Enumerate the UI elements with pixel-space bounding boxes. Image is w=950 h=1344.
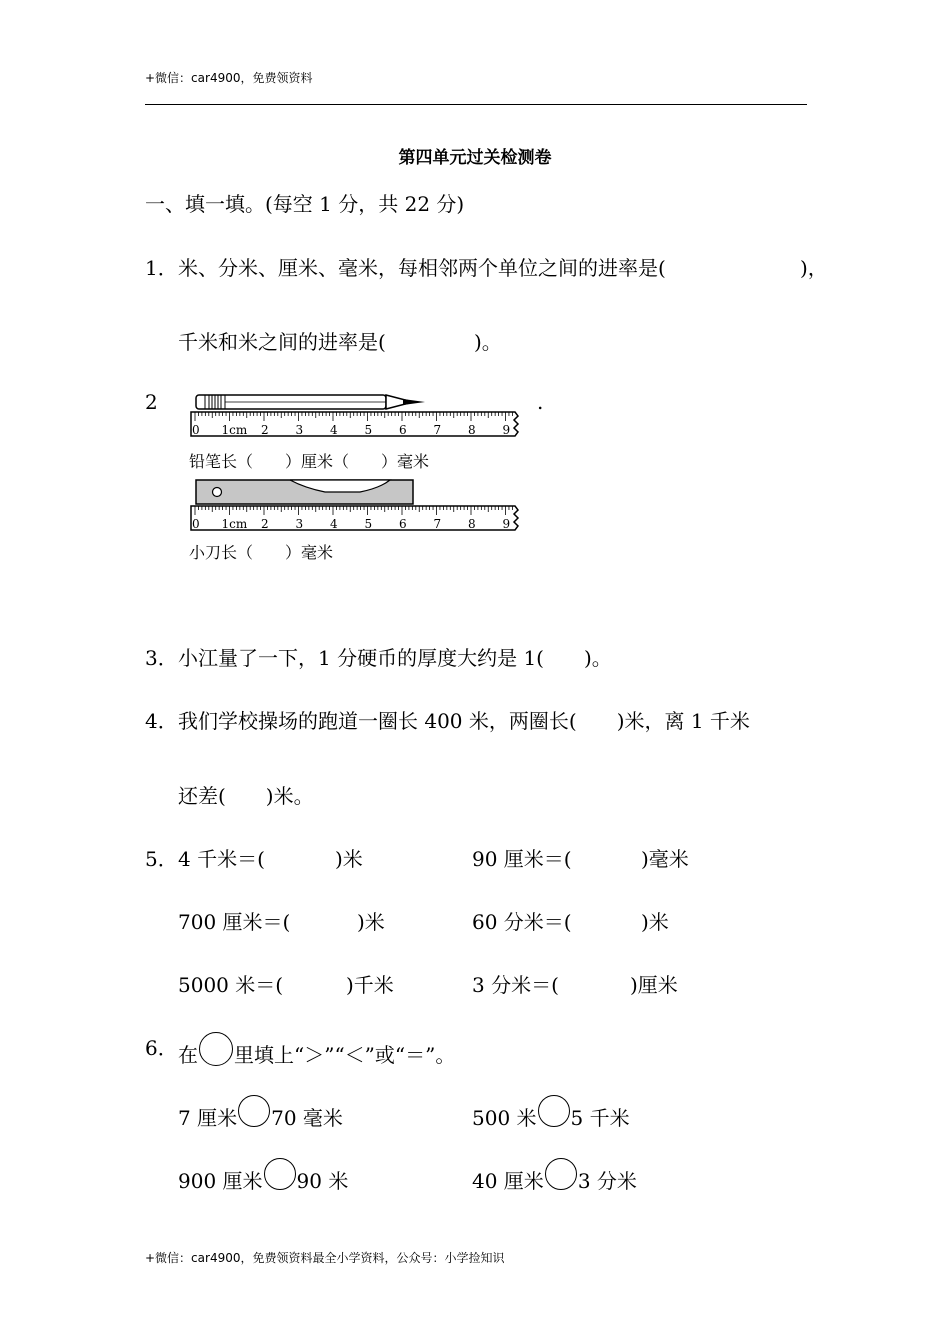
ruler-label: 1cm — [221, 423, 248, 437]
q1-line1: 米、分米、厘米、毫米，每相邻两个单位之间的进率是( — [178, 256, 666, 280]
q6-r1-right-b: 5 千米 — [570, 1106, 630, 1130]
pencil-length-label: 铅笔长（ ）厘米（ ）毫米 — [189, 452, 430, 471]
q5-r1-left-unit: )米 — [335, 847, 363, 871]
q5-r2-right-unit: )米 — [641, 910, 669, 934]
q1-number: 1． — [145, 256, 178, 280]
q6-r1-left-a: 7 厘米 — [178, 1106, 238, 1130]
pencil-icon — [196, 395, 425, 409]
compare-circle-icon[interactable] — [264, 1158, 296, 1190]
ruler-label: 1cm — [221, 517, 248, 531]
q4-line1: 我们学校操场的跑道一圈长 400 米，两圈长( )米，离 1 千米 — [178, 709, 750, 733]
q6-r2-left-a: 900 厘米 — [178, 1169, 263, 1193]
q2-dot: . — [537, 390, 544, 414]
q5-r2-left-unit: )米 — [357, 910, 385, 934]
ruler-label: 3 — [295, 517, 304, 531]
header-note: +微信：car4900，免费领资料 — [145, 71, 313, 85]
q3-text: 小江量了一下，1 分硬币的厚度大约是 1( )。 — [178, 646, 612, 670]
section-heading: 一、填一填。(每空 1 分，共 22 分) — [145, 192, 465, 216]
ruler-label: 5 — [364, 423, 373, 437]
measurement-figure — [185, 388, 530, 568]
compare-circle-icon[interactable] — [545, 1158, 577, 1190]
knife-icon — [196, 480, 413, 504]
ruler-label: 8 — [468, 423, 476, 437]
circle-blank-icon — [199, 1032, 233, 1066]
ruler-label: 6 — [399, 423, 407, 437]
q1-line1-end: )， — [800, 256, 828, 280]
ruler-label: 5 — [364, 517, 373, 531]
knife-length-label: 小刀长（ ）毫米 — [189, 543, 334, 562]
q5-r3-right-unit: )厘米 — [630, 973, 678, 997]
ruler-label: 0 — [192, 517, 200, 531]
q6-r1-left-b: 70 毫米 — [271, 1106, 343, 1130]
ruler-label: 2 — [261, 423, 269, 437]
ruler-label: 2 — [261, 517, 269, 531]
q3-number: 3． — [145, 646, 178, 670]
ruler-label: 3 — [295, 423, 304, 437]
q5-r1-left: 4 千米＝( — [178, 847, 265, 871]
q6-intro — [178, 1032, 455, 1068]
q6-r1-right — [472, 1095, 630, 1131]
ruler-label: 8 — [468, 517, 476, 531]
ruler-label: 0 — [192, 423, 200, 437]
q5-r1-right-unit: )毫米 — [641, 847, 689, 871]
ruler-label: 4 — [330, 423, 338, 437]
ruler-label: 9 — [502, 517, 511, 531]
q5-r3-left-unit: )千米 — [346, 973, 394, 997]
q4-number: 4． — [145, 709, 178, 733]
q5-number: 5． — [145, 847, 178, 871]
footer-note: +微信：car4900，免费领资料最全小学资料，公众号：小学捡知识 — [145, 1251, 505, 1265]
q6-r2-right — [472, 1158, 637, 1194]
header-rule — [145, 104, 807, 105]
ruler-label: 9 — [502, 423, 511, 437]
q4-line2: 还差( )米。 — [178, 784, 314, 808]
q6-number: 6． — [145, 1036, 178, 1060]
q6-intro-a: 在 — [178, 1043, 198, 1067]
q1-line2-end: )。 — [474, 330, 502, 354]
compare-circle-icon[interactable] — [538, 1095, 570, 1127]
q2-number: 2 — [145, 390, 158, 414]
q6-r2-right-b: 3 分米 — [577, 1169, 637, 1193]
q5-r1-right: 90 厘米＝( — [472, 847, 572, 871]
q5-r2-left: 700 厘米＝( — [178, 910, 291, 934]
ruler-label: 7 — [433, 423, 442, 437]
q6-intro-b: 里填上“＞”“＜”或“＝”。 — [234, 1043, 456, 1067]
q5-r3-right: 3 分米＝( — [472, 973, 559, 997]
q6-r1-left — [178, 1095, 343, 1131]
ruler-label: 7 — [433, 517, 442, 531]
q6-r2-left — [178, 1158, 348, 1194]
q5-r2-right: 60 分米＝( — [472, 910, 572, 934]
q6-r2-right-a: 40 厘米 — [472, 1169, 544, 1193]
q6-r2-left-b: 90 米 — [296, 1169, 349, 1193]
ruler-label: 6 — [399, 517, 407, 531]
ruler-label: 4 — [330, 517, 338, 531]
page-title: 第四单元过关检测卷 — [398, 148, 552, 168]
compare-circle-icon[interactable] — [238, 1095, 270, 1127]
q5-r3-left: 5000 米＝( — [178, 973, 284, 997]
q1-line2: 千米和米之间的进率是( — [178, 330, 386, 354]
q6-r1-right-a: 500 米 — [472, 1106, 537, 1130]
